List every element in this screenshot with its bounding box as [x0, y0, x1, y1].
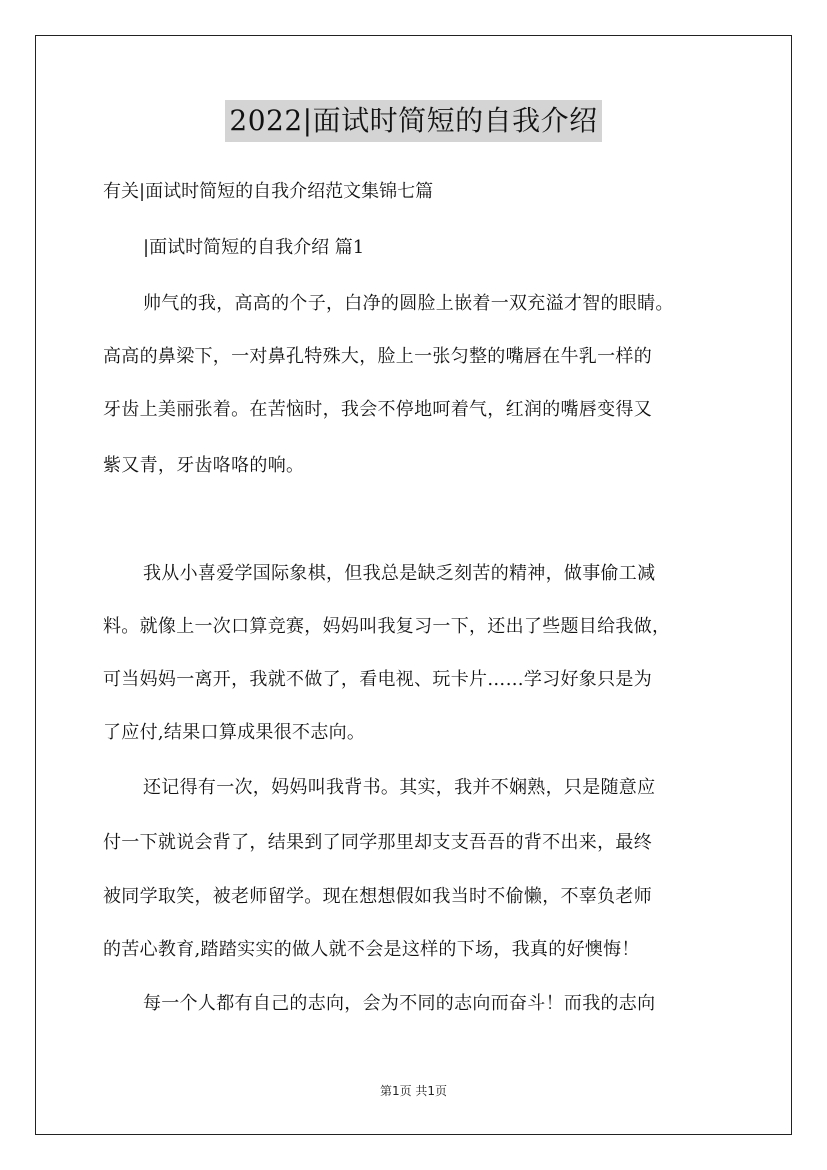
- paragraph-line: 还记得有一次，妈妈叫我背书。其实，我并不娴熟，只是随意应: [143, 777, 656, 798]
- paragraph-line: 帅气的我，高高的个子，白净的圆脸上嵌着一双充溢才智的眼睛。: [143, 293, 674, 314]
- paragraph-line: 可当妈妈一离开，我就不做了，看电视、玩卡片……学习好象只是为: [103, 669, 652, 690]
- section-heading: |面试时简短的自我介绍 篇1: [143, 237, 365, 258]
- paragraph-line: 牙齿上美丽张着。在苦恼时，我会不停地呵着气，红润的嘴唇变得又: [103, 399, 652, 420]
- paragraph-line: 了应付,结果口算成果很不志向。: [103, 722, 366, 743]
- document-title: 2022|面试时简短的自我介绍: [225, 100, 601, 142]
- paragraph-line: 紫又青，牙齿咯咯的响。: [103, 455, 305, 476]
- paragraph-line: 每一个人都有自己的志向，会为不同的志向而奋斗！而我的志向: [143, 993, 656, 1014]
- paragraph-line: 高高的鼻梁下，一对鼻孔特殊大，脸上一张匀整的嘴唇在牛乳一样的: [103, 346, 652, 367]
- paragraph-line: 的苦心教育,踏踏实实的做人就不会是这样的下场，我真的好懊悔！: [103, 939, 640, 960]
- document-subtitle: 有关|面试时简短的自我介绍范文集锦七篇: [103, 181, 434, 202]
- paragraph-line: 我从小喜爱学国际象棋，但我总是缺乏刻苦的精神，做事偷工减: [143, 563, 656, 584]
- title-container: [0, 100, 827, 142]
- paragraph-line: 付一下就说会背了，结果到了同学那里却支支吾吾的背不出来，最终: [103, 832, 652, 853]
- paragraph-line: 被同学取笑，被老师留学。现在想想假如我当时不偷懒，不辜负老师: [103, 886, 652, 907]
- page-footer: 第1页 共1页: [379, 1084, 448, 1098]
- paragraph-line: 料。就像上一次口算竞赛，妈妈叫我复习一下，还出了些题目给我做，: [103, 616, 671, 637]
